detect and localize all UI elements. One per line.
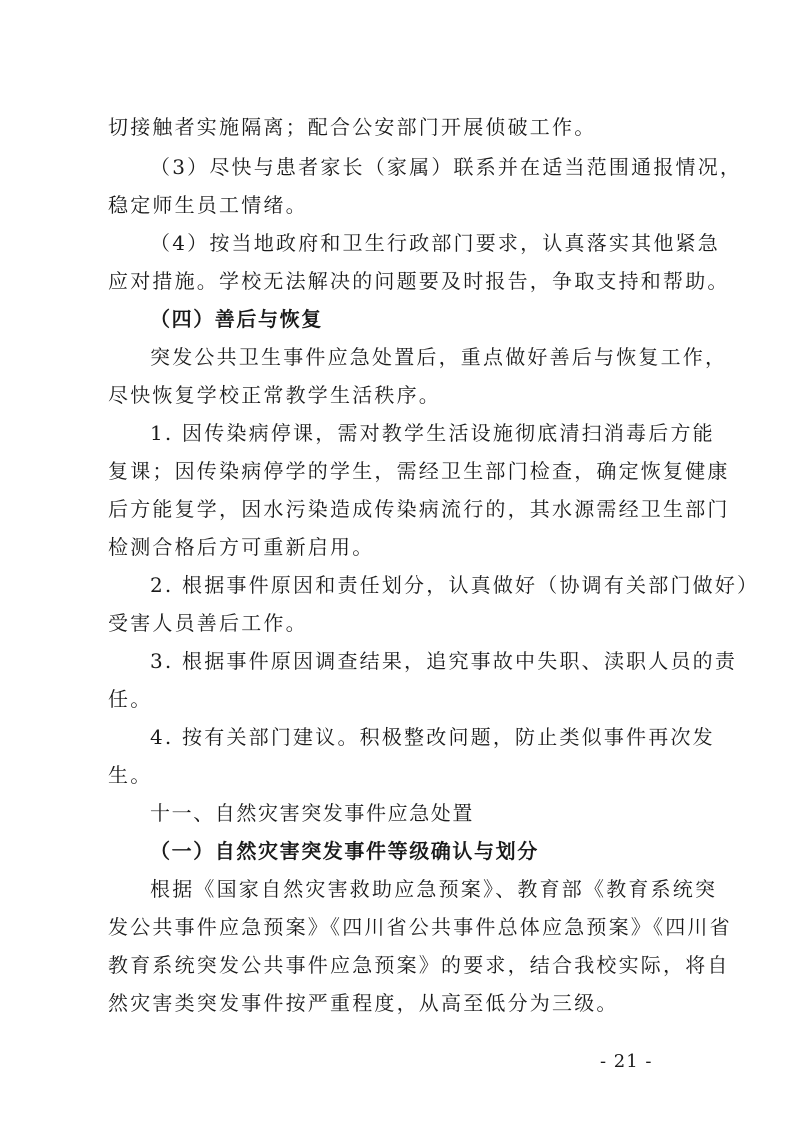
list-item-line: 1. 因传染病停课，需对教学生活设施彻底清扫消毒后方能 <box>150 421 715 445</box>
list-item-line: 后方能复学，因水污染造成传染病流行的，其水源需经卫生部门 <box>108 497 730 521</box>
paragraph-line: 然灾害类突发事件按严重程度，从高至低分为三级。 <box>108 991 619 1015</box>
paragraph-line: （4）按当地政府和卫生行政部门要求，认真落实其他紧急 <box>150 231 720 255</box>
list-item-line: 生。 <box>108 763 153 787</box>
paragraph-line: 稳定师生员工情绪。 <box>108 193 308 217</box>
section-heading: （一）自然灾害突发事件等级确认与划分 <box>150 839 539 863</box>
paragraph-line: 切接触者实施隔离；配合公安部门开展侦破工作。 <box>108 115 597 139</box>
paragraph-line: 突发公共卫生事件应急处置后，重点做好善后与恢复工作， <box>150 345 728 369</box>
paragraph-line: 发公共事件应急预案》《四川省公共事件总体应急预案》《四川省 <box>108 915 732 939</box>
section-heading: （四）善后与恢复 <box>150 307 323 331</box>
list-item-line: 受害人员善后工作。 <box>108 611 308 635</box>
paragraph-line: （3）尽快与患者家长（家属）联系并在适当范围通报情况， <box>150 155 743 179</box>
chapter-heading: 十一、自然灾害突发事件应急处置 <box>150 801 474 825</box>
paragraph-line: 尽快恢复学校正常教学生活秩序。 <box>108 383 441 407</box>
paragraph-line: 应对措施。学校无法解决的问题要及时报告，争取支持和帮助。 <box>108 269 730 293</box>
list-item-line: 任。 <box>108 687 153 711</box>
list-item-line: 检测合格后方可重新启用。 <box>108 535 375 559</box>
page-number: - 21 - <box>600 1051 653 1072</box>
paragraph-line: 教育系统突发公共事件应急预案》的要求，结合我校实际，将自 <box>108 953 730 977</box>
list-item-line: 2. 根据事件原因和责任划分，认真做好（协调有关部门做好） <box>150 573 760 597</box>
list-item-line: 3. 根据事件原因调查结果，追究事故中失职、渎职人员的责 <box>150 649 738 673</box>
list-item-line: 4. 按有关部门建议。积极整改问题，防止类似事件再次发 <box>150 725 715 749</box>
paragraph-line: 根据《国家自然灾害救助应急预案》、教育部《教育系统突 <box>150 877 718 901</box>
list-item-line: 复课；因传染病停学的学生，需经卫生部门检查，确定恢复健康 <box>108 459 730 483</box>
